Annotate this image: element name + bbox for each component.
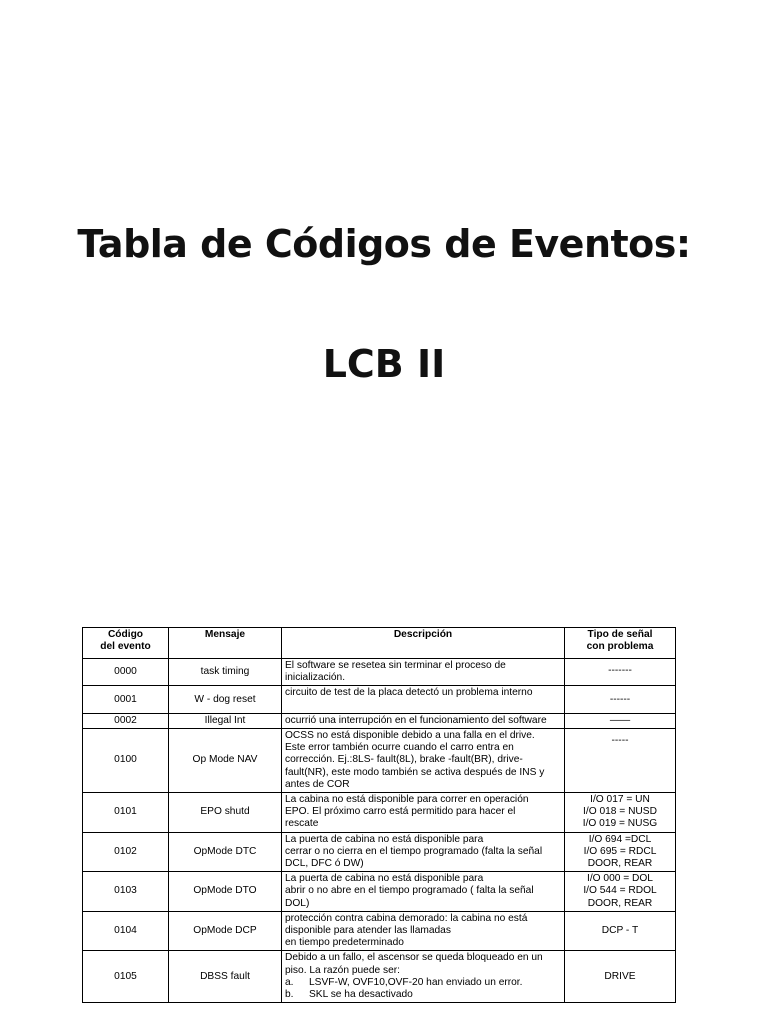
list-marker: a. <box>285 976 294 988</box>
description-line: piso. La razón puede ser: <box>285 964 400 976</box>
table-header-row <box>83 628 676 659</box>
event-signal-cell <box>565 793 676 833</box>
event-signal-cell <box>565 659 676 686</box>
event-signal-cell <box>565 729 676 793</box>
document-subtitle: LCB II <box>322 342 446 386</box>
event-codes-table <box>82 627 676 1003</box>
signal-line: DRIVE <box>604 970 636 982</box>
description-line: Debido a un fallo, el ascensor se queda bloqueado en un <box>285 952 543 964</box>
table-row <box>83 951 676 1003</box>
event-code-cell: 0102 <box>83 832 169 872</box>
signal-line: I/O 544 = RDOL <box>583 885 657 897</box>
signal-line: ------ <box>609 693 631 705</box>
event-description-cell <box>282 793 565 833</box>
event-description-cell <box>282 729 565 793</box>
event-code-cell: 0000 <box>83 659 169 686</box>
description-line: OCSS no está disponible debido a una falla en el drive. <box>285 730 535 742</box>
description-line: El software se resetea sin terminar el proceso de <box>285 660 506 671</box>
event-message-cell: DBSS fault <box>169 951 282 1003</box>
event-description-cell <box>282 872 565 912</box>
table-row <box>83 729 676 793</box>
table-row <box>83 793 676 833</box>
description-line: EPO. El próximo carro está permitido para hacer el <box>285 806 516 818</box>
description-list-item <box>285 989 561 1001</box>
event-signal-cell <box>565 951 676 1003</box>
description-line <box>285 700 561 712</box>
list-text: SKL se ha desactivado <box>309 989 413 1001</box>
table-row <box>83 713 676 728</box>
table-body <box>83 659 676 1003</box>
description-line: corrección. Ej.:8LS- fault(8L), brake -fault(BR), drive- <box>285 754 523 766</box>
description-line: La puerta de cabina no está disponible para <box>285 833 484 845</box>
event-description-cell <box>282 713 565 728</box>
event-code-cell: 0002 <box>83 713 169 728</box>
table-row <box>83 659 676 686</box>
description-line: DOL) <box>285 897 310 909</box>
event-code-cell: 0103 <box>83 872 169 912</box>
table-row <box>83 686 676 713</box>
description-line: La puerta de cabina no está disponible para <box>285 873 484 885</box>
event-signal-cell <box>565 911 676 951</box>
header-signal: Tipo de señal con problema <box>565 628 676 659</box>
description-line: La cabina no está disponible para correr en operación <box>285 794 529 806</box>
signal-line: —— <box>609 714 631 726</box>
description-line: rescate <box>285 818 319 830</box>
document-title: Tabla de Códigos de Eventos: <box>77 222 691 266</box>
event-signal-cell <box>565 686 676 713</box>
description-line: fault(NR), este modo también se activa después de INS y <box>285 766 545 778</box>
event-message-cell: OpMode DTO <box>169 872 282 912</box>
event-code-cell: 0105 <box>83 951 169 1003</box>
description-line: circuito de test de la placa detectó un problema interno <box>285 687 533 699</box>
event-signal-cell <box>565 832 676 872</box>
event-description-cell <box>282 911 565 951</box>
table-row <box>83 832 676 872</box>
event-signal-cell <box>565 872 676 912</box>
event-code-cell: 0100 <box>83 729 169 793</box>
signal-line: I/O 017 = UN <box>590 794 650 806</box>
signal-line: I/O 000 = DOL <box>587 873 653 885</box>
event-message-cell: Op Mode NAV <box>169 729 282 793</box>
signal-line: I/O 019 = NUSG <box>582 818 658 830</box>
event-signal-cell <box>565 713 676 728</box>
header-code: Código del evento <box>83 628 169 659</box>
list-marker: b. <box>285 989 294 1001</box>
event-description-cell <box>282 951 565 1003</box>
table-row <box>83 911 676 951</box>
event-message-cell: task timing <box>169 659 282 686</box>
description-line: antes de COR <box>285 778 350 790</box>
table-row <box>83 872 676 912</box>
event-message-cell: OpMode DCP <box>169 911 282 951</box>
description-line: protección contra cabina demorado: la cabina no está <box>285 912 528 924</box>
header-message: Mensaje <box>169 628 282 659</box>
description-line: en tiempo predeterminado <box>285 937 404 949</box>
event-message-cell: W - dog reset <box>169 686 282 713</box>
event-description-cell <box>282 686 565 713</box>
event-message-cell: OpMode DTC <box>169 832 282 872</box>
signal-line: ----- <box>611 735 629 747</box>
description-line: DCL, DFC ó DW) <box>285 858 364 870</box>
description-line: inicialización. <box>285 672 346 684</box>
signal-line: DOOR, REAR <box>587 897 653 909</box>
description-line: Este error también ocurre cuando el carro entra en <box>285 742 514 754</box>
event-message-cell: EPO shutd <box>169 793 282 833</box>
description-line: cerrar o no cierra en el tiempo programado (falta la señal <box>285 845 543 857</box>
list-text: LSVF-W, OVF10,OVF-20 han enviado un error. <box>309 976 523 988</box>
description-list-item <box>285 977 561 989</box>
signal-line: DCP - T <box>601 925 639 937</box>
signal-line: I/O 018 = NUSD <box>583 806 657 818</box>
event-code-cell: 0104 <box>83 911 169 951</box>
signal-line: ------- <box>608 665 632 676</box>
signal-line: DOOR, REAR <box>587 858 653 870</box>
description-line: abrir o no abre en el tiempo programado ( falta la señal <box>285 885 534 897</box>
event-code-cell: 0101 <box>83 793 169 833</box>
header-description: Descripción <box>282 628 565 659</box>
description-line: disponible para atender las llamadas <box>285 925 451 937</box>
signal-line: I/O 694 =DCL <box>588 833 652 845</box>
event-description-cell <box>282 659 565 686</box>
event-message-cell: Illegal Int <box>169 713 282 728</box>
signal-line: I/O 695 = RDCL <box>583 845 657 857</box>
event-code-cell: 0001 <box>83 686 169 713</box>
description-line: ocurrió una interrupción en el funcionamiento del software <box>285 714 547 726</box>
event-description-cell <box>282 832 565 872</box>
